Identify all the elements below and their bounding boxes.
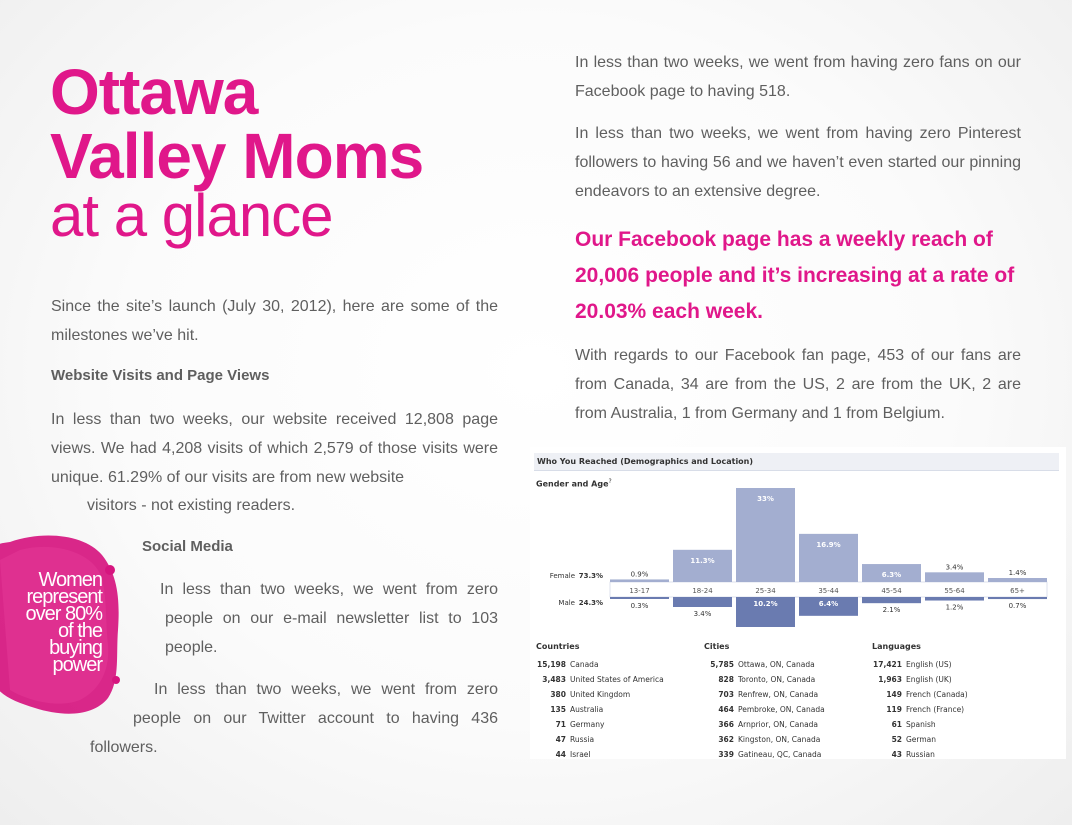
weekly-reach-highlight: Our Facebook page has a weekly reach of 20,006 people and it’s increasing at a rate of 20.03% each week.	[575, 228, 1015, 323]
languages-list	[872, 637, 968, 762]
list-item	[872, 717, 968, 732]
list-item-name: United States of America	[570, 675, 664, 684]
newsletter-line-3: people.	[165, 639, 218, 656]
list-item-name: Australia	[570, 705, 604, 714]
female-data-label: 0.9%	[630, 570, 649, 579]
list-item-count: 47	[555, 735, 566, 744]
list-item-count: 52	[891, 735, 902, 744]
list-item	[704, 732, 825, 747]
list-item-name: English (US)	[906, 660, 952, 669]
list-item-count: 464	[718, 705, 734, 714]
male-bar	[673, 597, 732, 607]
female-data-label: 33%	[757, 495, 774, 503]
intro-paragraph: Since the site’s launch (July 30, 2012), here are some of the milestones we’ve hit.	[51, 298, 498, 344]
list-item-count: 828	[718, 675, 734, 684]
list-item-name: German	[906, 735, 937, 744]
list-item-count: 380	[550, 690, 566, 699]
list-item	[704, 687, 825, 702]
female-bar	[673, 550, 732, 582]
newsletter-line-2: people on our e-mail newsletter list to 103	[165, 610, 498, 627]
female-data-label: 1.4%	[1008, 569, 1027, 578]
list-item	[872, 687, 968, 702]
list-item-count: 362	[718, 735, 734, 744]
male-bar	[610, 597, 669, 599]
blob-line-1: Women	[38, 569, 102, 591]
female-data-label: 16.9%	[816, 540, 841, 549]
blob-line-2: represent	[26, 586, 102, 608]
gender-age-chart	[530, 447, 1066, 632]
list-item	[704, 747, 825, 762]
age-tick-label: 18-24	[692, 587, 713, 595]
age-tick-label: 25-34	[755, 587, 776, 595]
list-item-name: Russian	[906, 750, 935, 759]
female-data-label: 6.3%	[881, 571, 902, 580]
male-data-label: 1.2%	[945, 603, 964, 612]
list-item-name: French (Canada)	[906, 690, 968, 699]
female-data-label: 11.3%	[690, 556, 715, 565]
list-item-count: 3,483	[542, 675, 566, 684]
title-line-2: Valley Moms	[50, 120, 424, 192]
female-row-label: Female	[549, 572, 575, 580]
female-bar	[610, 579, 669, 582]
female-percent: 73.3%	[578, 572, 603, 580]
female-bar	[925, 572, 984, 582]
male-percent: 24.3%	[578, 599, 603, 607]
male-bar	[862, 597, 921, 603]
blob-line-5: buying	[49, 637, 102, 659]
list-item-name: United Kingdom	[570, 690, 631, 699]
list-item-name: English (UK)	[906, 675, 952, 684]
list-item	[872, 732, 968, 747]
list-item-name: French (France)	[906, 705, 965, 714]
male-data-label: 0.3%	[630, 602, 649, 610]
languages-title: Languages	[872, 642, 921, 651]
fan-regions-paragraph: With regards to our Facebook fan page, 453 of our fans are from Canada, 34 are from the US, 2 are from the UK, 2 are from Australia, 1 from Germany and 1 from Belgium.	[575, 347, 1021, 422]
website-paragraph-end: visitors - not existing readers.	[87, 497, 296, 514]
list-item	[704, 672, 825, 687]
age-tick-label: 13-17	[629, 587, 650, 595]
list-item-name: Israel	[570, 750, 591, 759]
list-item-count: 1,963	[878, 675, 902, 684]
list-item	[872, 657, 968, 672]
male-bar	[988, 597, 1047, 599]
list-item-count: 119	[886, 705, 902, 714]
blob-line-4: of the	[57, 620, 102, 642]
list-item-name: Russia	[570, 735, 595, 744]
title-line-1: Ottawa	[50, 56, 258, 128]
pinterest-paragraph: In less than two weeks, we went from having zero Pinterest followers to having 56 and we haven’t even started our pinning endeavors to an extensive degree.	[575, 125, 1021, 200]
list-item-count: 366	[718, 720, 734, 729]
blob-line-3: over 80%	[25, 603, 102, 625]
list-item	[536, 672, 664, 687]
countries-title: Countries	[536, 642, 580, 651]
list-item	[872, 672, 968, 687]
age-tick-label: 65+	[1010, 587, 1025, 595]
list-item-name: Toronto, ON, Canada	[738, 675, 816, 684]
male-bar	[925, 597, 984, 601]
heading-website-visits: Website Visits and Page Views	[51, 367, 270, 384]
list-item	[536, 747, 664, 762]
list-item-name: Pembroke, ON, Canada	[738, 705, 825, 714]
list-item-count: 149	[886, 690, 902, 699]
website-paragraph: In less than two weeks, our website received 12,808 page views. We had 4,208 visits of which 2,579 of those visits were unique. 61.29% of our visits are from new website	[51, 411, 498, 486]
list-item-name: Germany	[570, 720, 605, 729]
title-line-3: at a glance	[50, 182, 333, 249]
page-title	[50, 56, 424, 249]
list-item	[704, 717, 825, 732]
female-data-label: 3.4%	[945, 563, 964, 572]
list-item	[704, 702, 825, 717]
list-item-name: Ottawa, ON, Canada	[738, 660, 815, 669]
list-item-name: Renfrew, ON, Canada	[738, 690, 819, 699]
list-item-name: Spanish	[906, 720, 936, 729]
list-item	[872, 747, 968, 762]
male-data-label: 10.2%	[753, 600, 778, 608]
list-item-count: 135	[550, 705, 566, 714]
list-item-count: 71	[555, 720, 566, 729]
list-item-name: Arnprior, ON, Canada	[738, 720, 819, 729]
newsletter-line-1: In less than two weeks, we went from zero	[160, 581, 498, 598]
list-item-count: 17,421	[873, 660, 902, 669]
list-item-count: 44	[555, 750, 566, 759]
gender-age-text: Gender and Age	[536, 479, 609, 489]
blob-text	[8, 569, 102, 676]
cities-list	[704, 637, 825, 762]
female-bar	[988, 578, 1047, 582]
list-item-count: 339	[718, 750, 734, 759]
list-item-name: Kingston, ON, Canada	[738, 735, 821, 744]
list-item	[536, 717, 664, 732]
twitter-line-1: In less than two weeks, we went from zero	[154, 681, 498, 698]
list-item-count: 5,785	[710, 660, 734, 669]
male-data-label: 2.1%	[882, 606, 901, 615]
blob-line-6: power	[52, 654, 102, 676]
age-tick-label: 35-44	[818, 587, 839, 595]
male-row-label: Male	[558, 599, 575, 607]
male-data-label: 0.7%	[1008, 602, 1027, 611]
list-item	[536, 687, 664, 702]
facebook-insights-panel	[530, 447, 1066, 759]
male-data-label: 3.4%	[693, 610, 712, 618]
list-item	[872, 702, 968, 717]
male-data-label: 6.4%	[818, 600, 839, 608]
facebook-fans-paragraph: In less than two weeks, we went from having zero fans on our Facebook page to having 518.	[575, 54, 1021, 100]
cities-title: Cities	[704, 642, 730, 651]
insights-header: Who You Reached (Demographics and Location)	[534, 453, 1059, 471]
list-item-count: 703	[718, 690, 734, 699]
age-tick-label: 55-64	[944, 587, 965, 595]
twitter-line-2: people on our Twitter account to having 436	[133, 710, 498, 727]
age-tick-label: 45-54	[881, 587, 902, 595]
list-item-name: Gatineau, QC, Canada	[738, 750, 822, 759]
list-item	[704, 657, 825, 672]
list-item	[536, 702, 664, 717]
list-item-name: Canada	[570, 660, 599, 669]
twitter-line-3: followers.	[90, 739, 158, 756]
list-item	[536, 657, 664, 672]
list-item-count: 15,198	[537, 660, 566, 669]
countries-list	[536, 637, 664, 762]
list-item	[536, 732, 664, 747]
list-item-count: 43	[891, 750, 902, 759]
gender-age-label: Gender and Age?	[536, 478, 612, 489]
list-item-count: 61	[891, 720, 902, 729]
heading-social-media: Social Media	[142, 538, 233, 555]
